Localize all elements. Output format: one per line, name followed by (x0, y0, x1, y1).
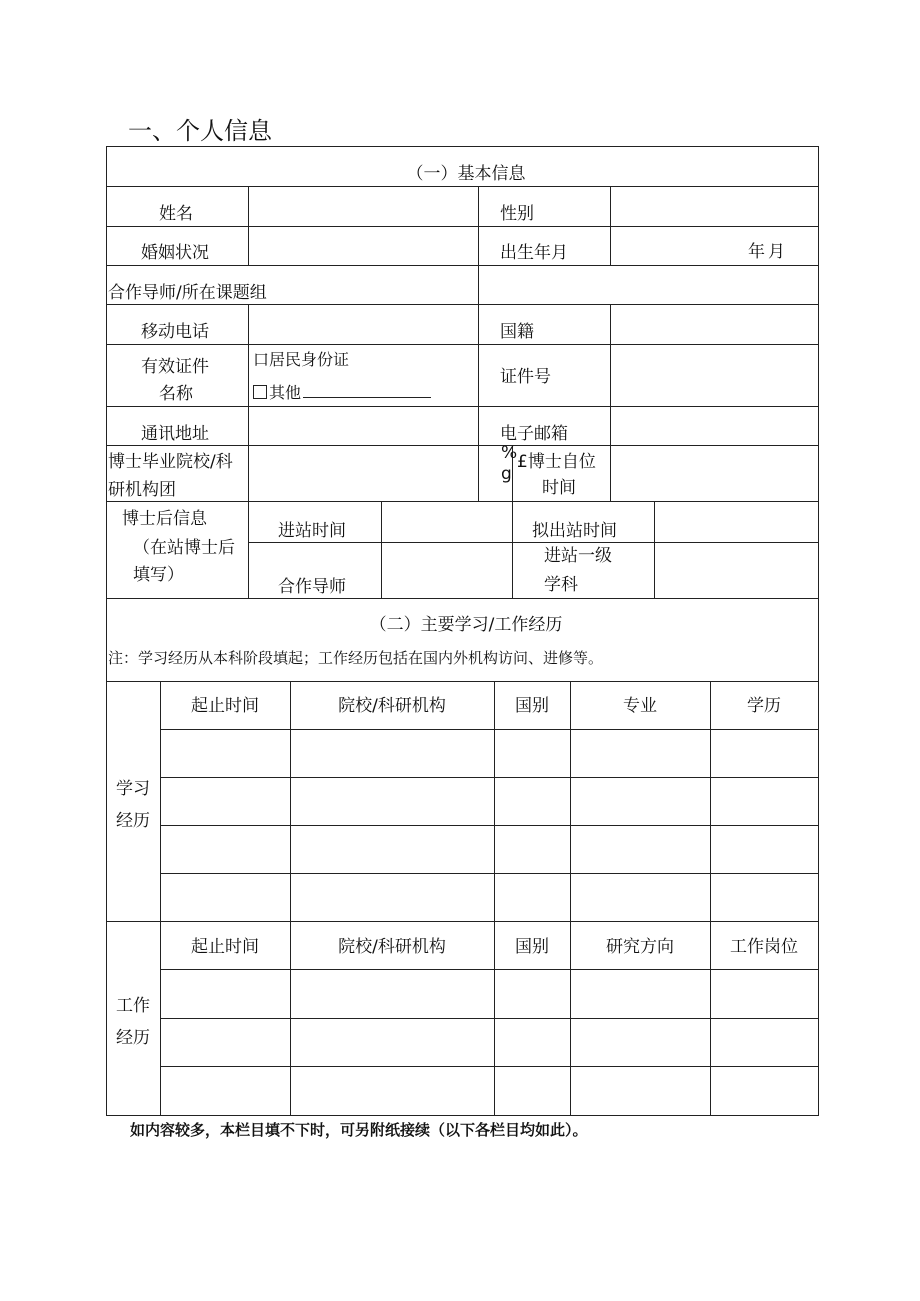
col-divider (570, 681, 571, 1115)
study-col-country: 国别 (515, 696, 549, 716)
name-label: 姓名 (159, 204, 193, 224)
row-divider (106, 598, 819, 599)
row-divider (106, 226, 819, 227)
row-divider (106, 186, 819, 187)
table-border (818, 146, 819, 1116)
postdoc-info-label-2: （在站博士后 (133, 538, 235, 558)
col-divider (610, 186, 611, 265)
row-divider (160, 1066, 819, 1067)
col-divider (248, 186, 249, 265)
row-divider (106, 681, 819, 682)
study-col-major: 专业 (623, 696, 657, 716)
row-divider (160, 873, 819, 874)
id-option-other-label: 其他 (269, 383, 302, 402)
work-section-label: 工作 (116, 996, 150, 1016)
table-border (106, 146, 819, 147)
id-type-label: 有效证件 (141, 357, 209, 377)
row-divider (160, 1018, 819, 1019)
row-divider (106, 445, 819, 446)
col-divider (248, 304, 249, 598)
experience-header: （二）主要学习/工作经历 (369, 615, 563, 635)
exit-time-label: 拟出站时间 (532, 521, 617, 541)
basic-info-header: （一）基本信息 (406, 164, 526, 184)
id-option-resident-card[interactable]: 口居民身份证 (253, 350, 350, 369)
other-id-blank[interactable] (303, 383, 431, 398)
row-divider (106, 344, 819, 345)
row-divider (106, 406, 819, 407)
row-divider (106, 501, 819, 502)
row-divider (248, 542, 819, 543)
address-label: 通讯地址 (141, 424, 209, 444)
study-section-label-2: 经历 (116, 811, 150, 831)
table-border (106, 146, 107, 1116)
row-divider (106, 265, 819, 266)
phd-institution-label: 博士毕业院校/科 (108, 452, 233, 472)
entry-discipline-label-2: 学科 (544, 575, 578, 595)
col-divider (610, 304, 611, 502)
id-option-other[interactable] (253, 383, 431, 403)
id-number-label: 证件号 (500, 367, 551, 387)
work-col-period: 起止时间 (191, 937, 259, 957)
postdoc-info-label: 博士后信息 (122, 509, 207, 529)
glyph-artifact-2: g (501, 464, 512, 484)
study-col-institution: 院校/科研机构 (338, 696, 446, 716)
section-title: 一、个人信息 (128, 117, 272, 145)
work-col-position: 工作岗位 (730, 937, 798, 957)
checkbox-icon[interactable] (253, 385, 267, 399)
study-col-degree: 学历 (747, 696, 781, 716)
id-type-label-2: 名称 (159, 384, 193, 404)
row-divider (160, 729, 819, 730)
email-label: 电子邮箱 (500, 424, 568, 444)
col-divider (160, 681, 161, 1115)
experience-note: 注：学习经历从本科阶段填起；工作经历包括在国内外机构访问、进修等。 (108, 649, 604, 667)
postdoc-info-label-3: 填写） (133, 565, 184, 585)
gender-label: 性别 (500, 204, 534, 224)
row-divider (106, 304, 819, 305)
col-divider (478, 186, 479, 502)
mobile-label: 移动电话 (141, 322, 209, 342)
col-divider (654, 501, 655, 598)
work-col-institution: 院校/科研机构 (338, 937, 446, 957)
advisor-group-label: 合作导师/所在课题组 (108, 283, 267, 303)
row-divider (160, 777, 819, 778)
study-section-label: 学习 (116, 779, 150, 799)
nationality-label: 国籍 (500, 322, 534, 342)
phd-degree-time-label: £博士自位 (517, 452, 596, 472)
phd-institution-label-2: 研机构团 (108, 480, 176, 500)
birth-date-value: 年月 (748, 242, 788, 262)
study-col-period: 起止时间 (191, 696, 259, 716)
row-divider (160, 969, 819, 970)
footer-note: 如内容较多，本栏目填不下时，可另附纸接续（以下各栏目均如此）。 (130, 1121, 588, 1139)
glyph-artifact: % (501, 443, 518, 463)
birth-date-label: 出生年月 (500, 243, 568, 263)
row-divider (160, 825, 819, 826)
work-col-country: 国别 (515, 937, 549, 957)
coop-advisor-label: 合作导师 (278, 577, 346, 597)
entry-discipline-label: 进站一级 (544, 546, 612, 566)
work-section-label-2: 经历 (116, 1028, 150, 1048)
col-divider (512, 501, 513, 598)
entry-time-label: 进站时间 (278, 521, 346, 541)
row-divider (106, 921, 819, 922)
col-divider (290, 681, 291, 1115)
col-divider (381, 501, 382, 598)
marital-status-label: 婚姻状况 (141, 243, 209, 263)
col-divider (710, 681, 711, 1115)
col-divider (494, 681, 495, 1115)
phd-degree-time-label-2: 时间 (542, 478, 576, 498)
table-border (106, 1115, 819, 1116)
work-col-research: 研究方向 (606, 937, 674, 957)
